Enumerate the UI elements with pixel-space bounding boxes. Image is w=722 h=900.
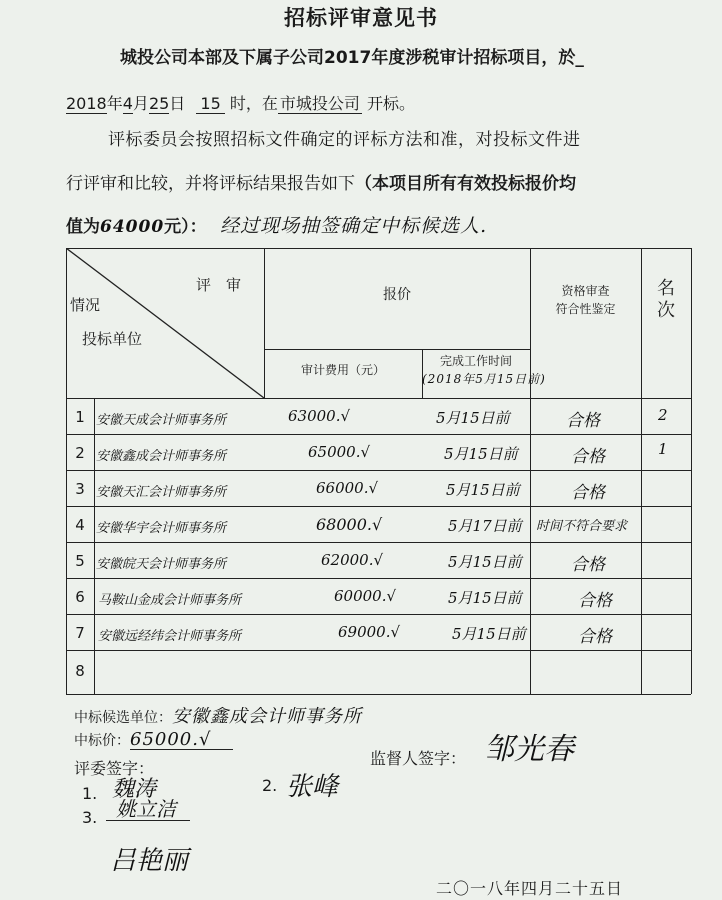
row-time: 5月15日前 bbox=[444, 445, 518, 463]
header-rank-1: 名 bbox=[657, 278, 675, 299]
open-hour: 15 bbox=[196, 95, 224, 114]
committee-line-1: 评标委员会按照招标文件确定的评标方法和准，对投标文件进 bbox=[108, 130, 581, 150]
row-time: 5月15日前 bbox=[448, 589, 522, 607]
price-value: 65000.√ bbox=[130, 731, 233, 750]
sig-number-3-text: 3. bbox=[82, 808, 98, 827]
document-title: 招标评审意见书 bbox=[284, 6, 438, 30]
row-company: 安徽华宇会计师事务所 bbox=[96, 521, 227, 536]
winner-value: 安徽鑫成会计师事务所 bbox=[172, 706, 362, 727]
sig-number-3 bbox=[82, 808, 97, 827]
committee-line-3 bbox=[66, 216, 487, 237]
row-result: 时间不符合要求 bbox=[536, 519, 628, 534]
month-unit: 月 bbox=[132, 94, 149, 113]
row-number: 1 bbox=[75, 408, 85, 426]
row-fee: 60000.√ bbox=[334, 587, 397, 605]
hour-unit: 时，在 bbox=[229, 94, 278, 113]
committee-signature-4: 吕艳丽 bbox=[110, 846, 189, 876]
open-year: 2018 bbox=[66, 94, 107, 113]
day-unit: 日 bbox=[169, 94, 186, 113]
header-situation: 情况 bbox=[70, 296, 101, 314]
row-time: 5月15日前 bbox=[448, 553, 522, 571]
row-result: 合格 bbox=[566, 411, 600, 431]
sig-number-1: 1. bbox=[82, 784, 98, 803]
header-qualification-1: 资格审查 bbox=[561, 284, 610, 298]
committee-sign-label: 评委签字： bbox=[74, 759, 155, 778]
row-number: 6 bbox=[75, 588, 85, 606]
row-number: 3 bbox=[75, 480, 85, 498]
row-number: 5 bbox=[75, 552, 85, 570]
row-result: 合格 bbox=[571, 555, 605, 575]
row-time: 5月17日前 bbox=[448, 517, 522, 535]
row-time: 5月15日前 bbox=[452, 625, 526, 643]
intro-line-2 bbox=[66, 94, 415, 114]
committee-signature-3: 姚立洁 bbox=[106, 800, 190, 821]
row-rank: 1 bbox=[658, 440, 668, 458]
row-fee: 66000.√ bbox=[316, 479, 379, 497]
price-row bbox=[74, 730, 233, 750]
row-company: 马鞍山金成会计师事务所 bbox=[98, 593, 242, 608]
header-bidder: 投标单位 bbox=[82, 330, 143, 348]
header-rank-2: 次 bbox=[657, 300, 675, 321]
row-company: 安徽远经纬会计师事务所 bbox=[98, 629, 242, 644]
row-fee: 68000.√ bbox=[316, 515, 383, 534]
committee-signature-1: 魏涛 bbox=[112, 777, 157, 802]
year-unit: 年 bbox=[106, 94, 123, 113]
document-date: 二〇一八年四月二十五日 bbox=[436, 879, 624, 898]
row-fee: 65000.√ bbox=[308, 443, 371, 461]
open-place: 市城投公司 bbox=[279, 94, 360, 113]
row-number: 7 bbox=[75, 624, 85, 642]
row-fee: 62000.√ bbox=[321, 551, 384, 569]
row-company: 安徽天汇会计师事务所 bbox=[96, 485, 227, 500]
row-result: 合格 bbox=[578, 591, 612, 611]
header-audit-fee: 审计费用（元） bbox=[300, 363, 385, 377]
row-fee: 63000.√ bbox=[288, 407, 351, 425]
row-number: 2 bbox=[75, 444, 85, 462]
open-suffix: 开标。 bbox=[366, 94, 415, 113]
avg-price-value: 64000 bbox=[100, 217, 165, 237]
row-number: 8 bbox=[75, 662, 85, 680]
header-review: 评 审 bbox=[196, 276, 242, 294]
avg-price-label: 值为 bbox=[66, 217, 100, 237]
header-completion: 完成工作时间 bbox=[439, 354, 512, 368]
header-completion-note: (2018年5月15日前) bbox=[422, 372, 546, 386]
row-rank: 2 bbox=[658, 406, 668, 424]
header-qualification-2: 符合性鉴定 bbox=[555, 302, 616, 316]
row-fee: 69000.√ bbox=[338, 623, 401, 641]
row-number: 4 bbox=[75, 516, 85, 534]
row-company: 安徽鑫成会计师事务所 bbox=[96, 449, 227, 464]
avg-price-unit: 元）： bbox=[164, 217, 207, 237]
sig-number-2: 2. bbox=[262, 776, 278, 795]
evaluation-table bbox=[66, 248, 691, 694]
committee-line-2-text: 行评审和比较，并将评标结果报告如下 bbox=[66, 174, 355, 194]
supervisor-signature: 邹光春 bbox=[484, 732, 574, 767]
committee-line-2-bold: （本项目所有有效投标报价均 bbox=[355, 174, 576, 194]
committee-signature-2: 张峰 bbox=[286, 772, 339, 802]
intro-line-1: 城投公司本部及下属子公司2017年度涉税审计招标项目，於_ bbox=[120, 48, 584, 68]
row-result: 合格 bbox=[571, 483, 605, 503]
row-company: 安徽天成会计师事务所 bbox=[96, 413, 227, 428]
row-result: 合格 bbox=[571, 447, 605, 467]
supervisor-sign-label: 监督人签字： bbox=[370, 749, 467, 768]
open-month: 4 bbox=[122, 94, 133, 113]
header-diagonal bbox=[66, 248, 266, 399]
conclusion-handwritten: 经过现场抽签确定中标候选人. bbox=[220, 215, 488, 237]
row-time: 5月15日前 bbox=[446, 481, 520, 499]
price-label: 中标价： bbox=[74, 733, 130, 749]
winner-row bbox=[74, 702, 362, 728]
row-time: 5月15日前 bbox=[436, 409, 510, 427]
row-company: 安徽皖天会计师事务所 bbox=[96, 557, 227, 572]
row-result: 合格 bbox=[578, 627, 612, 647]
open-day: 25 bbox=[148, 94, 170, 113]
committee-line-2 bbox=[66, 174, 576, 194]
winner-label: 中标候选单位： bbox=[74, 710, 172, 726]
header-price: 报价 bbox=[383, 287, 411, 303]
